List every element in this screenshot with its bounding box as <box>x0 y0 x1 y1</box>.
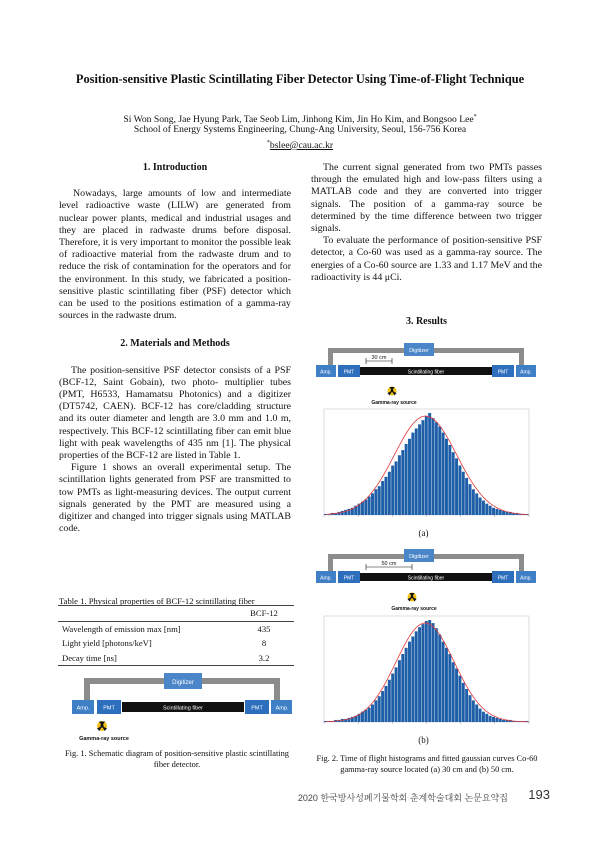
histogram-bar <box>405 444 408 515</box>
pmt-label: PMT <box>343 369 355 376</box>
fig2-caption: Fig. 2. Time of flight histograms and fitted gaussian curves Co-60 gamma-ray source located (a) 30 cm and (b) 50 cm. <box>316 754 538 774</box>
histogram-bar <box>482 501 485 515</box>
sub-label-a: (a) <box>418 528 429 538</box>
histogram-bar <box>489 506 492 515</box>
distance-label: 50 cm <box>381 561 397 567</box>
digitizer-label: Digitizer <box>409 554 429 560</box>
email-mark: * <box>266 140 270 146</box>
histogram-bar <box>479 497 482 515</box>
histogram-bar <box>374 489 377 515</box>
histogram-bar <box>418 424 421 515</box>
table-header-blank <box>58 606 230 622</box>
histogram-bar <box>341 511 344 515</box>
histogram-bar <box>458 466 461 515</box>
amp-label: Amp. <box>520 369 532 376</box>
histogram-bar <box>408 439 411 515</box>
histogram-bar <box>388 680 391 722</box>
histogram-bar <box>502 720 505 722</box>
histogram-bar <box>482 712 485 722</box>
table-header-row <box>58 606 294 622</box>
histogram-bar <box>398 660 401 722</box>
fig1-schematic <box>72 668 292 748</box>
table-row-label: Decay time [ns] <box>58 651 230 666</box>
histogram-bar <box>435 628 438 722</box>
histogram-bar <box>371 704 374 722</box>
histogram-bar <box>391 466 394 515</box>
histogram-bar <box>421 420 424 515</box>
histogram-bar <box>452 452 455 515</box>
histogram-bar <box>499 510 502 515</box>
section-heading-results: 3. Results <box>405 316 448 327</box>
histogram-bar <box>472 700 475 722</box>
histogram-bar <box>435 422 438 515</box>
histogram-bar <box>492 508 495 515</box>
histogram-bar <box>364 500 367 515</box>
histogram-bar <box>452 662 455 722</box>
digitizer-label: Digitizer <box>172 680 194 686</box>
methods-paragraph-1: The position-sensitive PSF detector consists of a PSF (BCF-12, Saint Gobain), two photo- multiplier tubes (PMT, H6533, Hamamatsu Photonics) and a digitizer (DT5742, CAEN). BCF-12 has core/cladding structure and its outer diameter and length are 3.0 mm and 1.0 m, respectively. This BCF-12 scintillating fiber can emit blue light with peak wavelengths of 435 nm [1]. The physical properties of the BCF-12 are listed in Table 1. <box>59 364 291 462</box>
histogram-bar <box>479 709 482 722</box>
histogram-bar <box>438 634 441 722</box>
histogram-bar <box>475 493 478 515</box>
pmt-label: PMT <box>497 575 509 582</box>
histogram-bar <box>458 676 461 722</box>
histogram-bar <box>395 667 398 722</box>
author-names: Si Won Song, Jae Hyung Park, Tae Seob Lim, Jinhong Kim, Jin Ho Kim, and Bongsoo Lee <box>123 114 474 126</box>
intro-paragraph: Nowadays, large amounts of low and intermediate level radioactive waste (LILW) are generated from nuclear power plants, medical and industrial usages and they are placed in radwaste drums before disposal. Therefore, it is very important to monitor the possible leak of radioactive material from the radwaste drum and to reduce the risk of contamination for the operators and for the environment. In this study, we fabricated a position-sensitive plastic scintillating fiber (PSF) detector which can be used to the positions estimation of a gamma-ray sources in the radwaste drum. <box>59 188 291 322</box>
histogram-bar <box>495 718 498 722</box>
pmt-label: PMT <box>103 705 115 712</box>
distance-label: 30 cm <box>371 355 387 361</box>
histogram-bar <box>462 683 465 722</box>
source-label: Gamma-ray source <box>391 606 437 612</box>
histogram-b <box>310 612 535 732</box>
histogram-bar <box>415 631 418 722</box>
radiation-icon <box>408 593 417 602</box>
right-column <box>311 162 542 284</box>
histogram-bar <box>448 445 451 515</box>
right-paragraph-1: The current signal generated from two PMTs passes through the emulated high and low-pass filters using a MATLAB code and they are converted into trigger signals. The position of a gamma-ray source be determined by the time difference between two trigger signals. <box>311 162 542 235</box>
fiber-label: Scintillating fiber <box>407 575 445 582</box>
amp-label: Amp. <box>275 705 289 712</box>
histogram-bar <box>378 696 381 722</box>
fig2b-schematic <box>316 546 536 616</box>
histogram-bar <box>371 493 374 515</box>
histogram-bar <box>438 426 441 515</box>
histogram-bar <box>442 433 445 515</box>
methods-paragraph-2: Figure 1 shows an overall experimental setup. The scintillation lights generated from PSF are transmitted to tow PMTs as light-measuring devices. The output current signals generated by the PMT are measured using a digitizer and changed into trigger signals using MATLAB code. <box>59 462 291 535</box>
histogram-bar <box>368 496 371 515</box>
footer-text: 2020 한국방사성폐기물학회 춘계학술대회 논문요약집 <box>297 793 508 803</box>
table-caption: Table 1. Physical properties of BCF-12 scintillating fiber <box>59 596 255 606</box>
histogram-bar <box>485 714 488 722</box>
histogram-bar <box>384 686 387 722</box>
histogram-bar <box>428 620 431 722</box>
fig2a-schematic <box>316 340 536 410</box>
histogram-bar <box>428 413 431 515</box>
histogram-a <box>310 405 535 525</box>
amp-label: Amp. <box>76 705 90 712</box>
histogram-bar <box>475 704 478 722</box>
source-label: Gamma-ray source <box>79 736 129 742</box>
table-row <box>58 621 294 636</box>
author-mark: * <box>473 114 477 120</box>
histogram-bar <box>445 439 448 515</box>
histogram-bar <box>381 481 384 515</box>
histogram-bar <box>401 450 404 515</box>
histogram-bar <box>384 477 387 515</box>
section-heading-introduction: 1. Introduction <box>142 162 208 173</box>
amp-label: Amp. <box>520 575 532 582</box>
histogram-bar <box>485 504 488 515</box>
section-heading-methods: 2. Materials and Methods <box>120 338 230 350</box>
histogram-bar <box>391 674 394 722</box>
source-label: Gamma-ray source <box>371 400 417 406</box>
left-column <box>59 162 291 535</box>
histogram-bar <box>432 623 435 722</box>
affiliation: School of Energy Systems Engineering, Chung-Ang University, Seoul, 156-756 Korea <box>133 124 467 135</box>
properties-table <box>58 605 294 666</box>
histogram-bar <box>374 700 377 722</box>
histogram-bar <box>495 509 498 515</box>
right-paragraph-2: To evaluate the performance of position-sensitive PSF detector, a Co-60 was used as a gamma-ray source. The energies of a Co-60 source are 1.33 and 1.17 MeV and the radioactivity is 44 μCi. <box>311 235 542 283</box>
page-number: 193 <box>528 787 550 802</box>
histogram-bar <box>469 695 472 722</box>
histogram-bar <box>401 654 404 722</box>
histogram-bar <box>378 486 381 515</box>
histogram-bar <box>398 455 401 515</box>
histogram-bar <box>489 716 492 722</box>
histogram-bar <box>472 489 475 515</box>
pmt-label: PMT <box>497 369 509 376</box>
histogram-bar <box>502 511 505 515</box>
histogram-bar <box>465 478 468 515</box>
sub-label-b: (b) <box>418 735 429 745</box>
paper-title: Position-sensitive Plastic Scintillating Fiber Detector Using Time-of-Flight Technique <box>75 72 525 86</box>
table-row-value: 8 <box>261 638 267 649</box>
digitizer-label: Digitizer <box>409 348 429 354</box>
histogram-bar <box>411 636 414 722</box>
amp-label: Amp. <box>320 575 332 582</box>
histogram-bar <box>368 708 371 722</box>
histogram-bar <box>364 710 367 722</box>
histogram-bar <box>465 689 468 722</box>
histogram-bar <box>408 642 411 722</box>
table-row <box>58 651 294 666</box>
histogram-bar <box>425 416 428 515</box>
histogram-bar <box>418 627 421 722</box>
radiation-icon <box>97 721 107 731</box>
table-header-cell: BCF-12 <box>230 606 294 622</box>
histogram-bar <box>492 717 495 722</box>
histogram-bar <box>432 418 435 515</box>
table-row-label: Light yield [photons/keV] <box>62 638 152 649</box>
histogram-bar <box>425 621 428 722</box>
table-row-label: Wavelength of emission max [nm] <box>62 623 181 634</box>
histogram-bar <box>469 484 472 515</box>
histogram-bar <box>411 433 414 515</box>
contact-email <box>40 137 560 152</box>
table-row <box>58 636 294 651</box>
histogram-bar <box>388 472 391 515</box>
histogram-bar <box>405 648 408 722</box>
histogram-bar <box>421 624 424 722</box>
radiation-icon <box>388 387 397 396</box>
histogram-bar <box>442 642 445 722</box>
histogram-bar <box>415 428 418 515</box>
histogram-bar <box>455 668 458 722</box>
pmt-label: PMT <box>343 575 355 582</box>
histogram-bar <box>448 654 451 722</box>
histogram-bar <box>361 502 364 515</box>
fig1-caption: Fig. 1. Schematic diagram of position-sensitive plastic scintillating fiber detector. <box>65 749 289 769</box>
fiber-label: Scintillating fiber <box>162 705 204 712</box>
histogram-bar <box>445 648 448 722</box>
histogram-bar <box>499 719 502 722</box>
email-address: bslee@cau.ac.kr <box>269 140 334 152</box>
histogram-bar <box>455 458 458 515</box>
fiber-label: Scintillating fiber <box>407 369 445 376</box>
table-row-value: 3.2 <box>230 651 294 666</box>
amp-label: Amp. <box>320 369 332 376</box>
table-row-value: 435 <box>257 623 271 634</box>
histogram-bar <box>395 461 398 515</box>
histogram-bar <box>462 472 465 515</box>
pmt-label: PMT <box>251 705 263 712</box>
histogram-bar <box>381 691 384 722</box>
